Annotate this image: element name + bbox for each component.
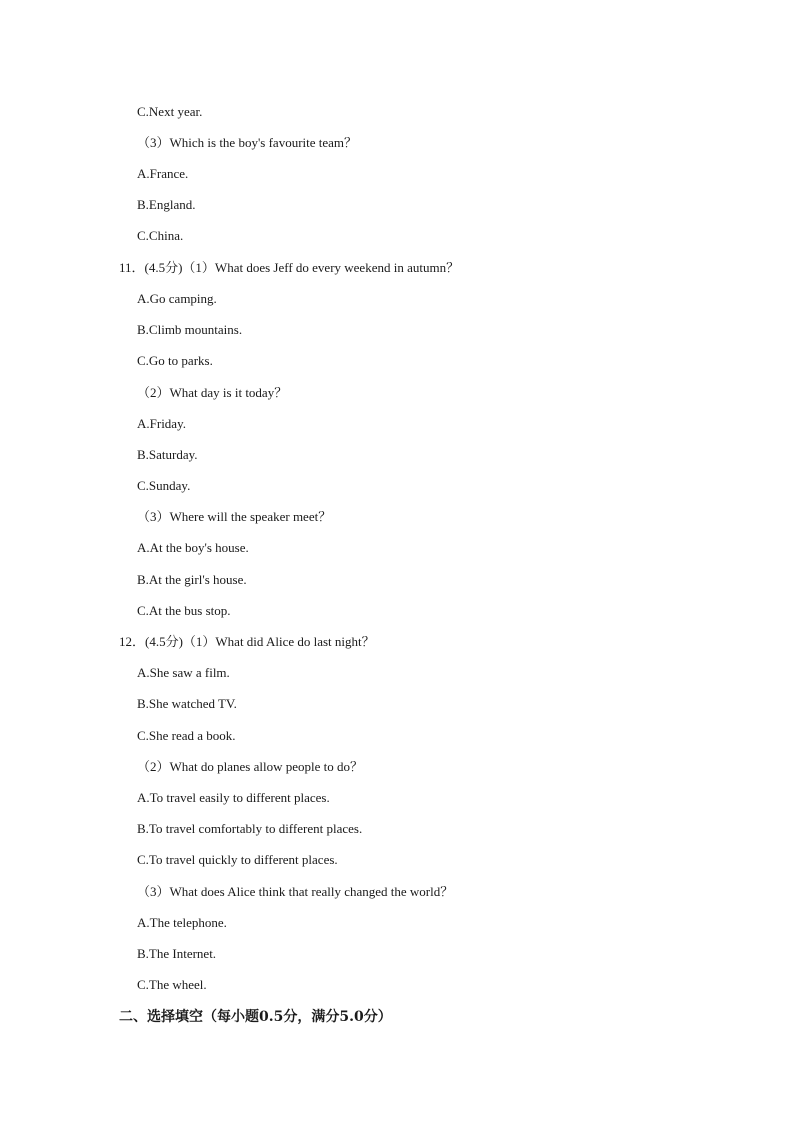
option-c-sunday: C.Sunday. [137, 478, 191, 493]
option-b-travel-comfortably: B.To travel comfortably to different places. [137, 821, 363, 836]
option-a-saw-film: A.She saw a film. [137, 665, 230, 680]
option-c-wheel: C.The wheel. [137, 977, 207, 992]
option-b-watched-tv: B.She watched TV. [137, 696, 237, 711]
subquestion-10-3: （3）Which is the boy's favourite team？ [137, 135, 358, 150]
option-c-bus-stop: C.At the bus stop. [137, 603, 231, 618]
option-b-saturday: B.Saturday. [137, 447, 198, 462]
option-c-go-to-parks: C.Go to parks. [137, 353, 213, 368]
option-c-travel-quickly: C.To travel quickly to different places. [137, 852, 338, 867]
subquestion-11-2: （2）What day is it today？ [137, 385, 288, 400]
option-a-boys-house: A.At the boy's house. [137, 540, 249, 555]
option-b-internet: B.The Internet. [137, 946, 217, 961]
subquestion-12-2: （2）What do planes allow people to do？ [137, 759, 364, 774]
option-b-climb-mountains: B.Climb mountains. [137, 322, 243, 337]
section-heading: 二、选择填空（每小题0.5分，满分5.0分） [119, 1009, 392, 1025]
question-11: 11．(4.5分)（1）What does Jeff do every weekend in autumn？ [119, 260, 460, 275]
option-c-next-year: C.Next year. [137, 104, 203, 119]
option-a-travel-easily: A.To travel easily to different places. [137, 790, 330, 805]
subquestion-11-3: （3）Where will the speaker meet？ [137, 509, 332, 524]
option-a-telephone: A.The telephone. [137, 915, 227, 930]
option-b-england: B.England. [137, 197, 196, 212]
option-a-friday: A.Friday. [137, 416, 186, 431]
question-12: 12．(4.5分)（1）What did Alice do last night？ [119, 634, 375, 649]
subquestion-12-3: （3）What does Alice think that really changed the world？ [137, 884, 454, 899]
option-a-france: A.France. [137, 166, 189, 181]
option-a-go-camping: A.Go camping. [137, 291, 217, 306]
option-c-china: C.China. [137, 228, 184, 243]
option-b-girls-house: B.At the girl's house. [137, 572, 247, 587]
option-c-read-book: C.She read a book. [137, 728, 236, 743]
